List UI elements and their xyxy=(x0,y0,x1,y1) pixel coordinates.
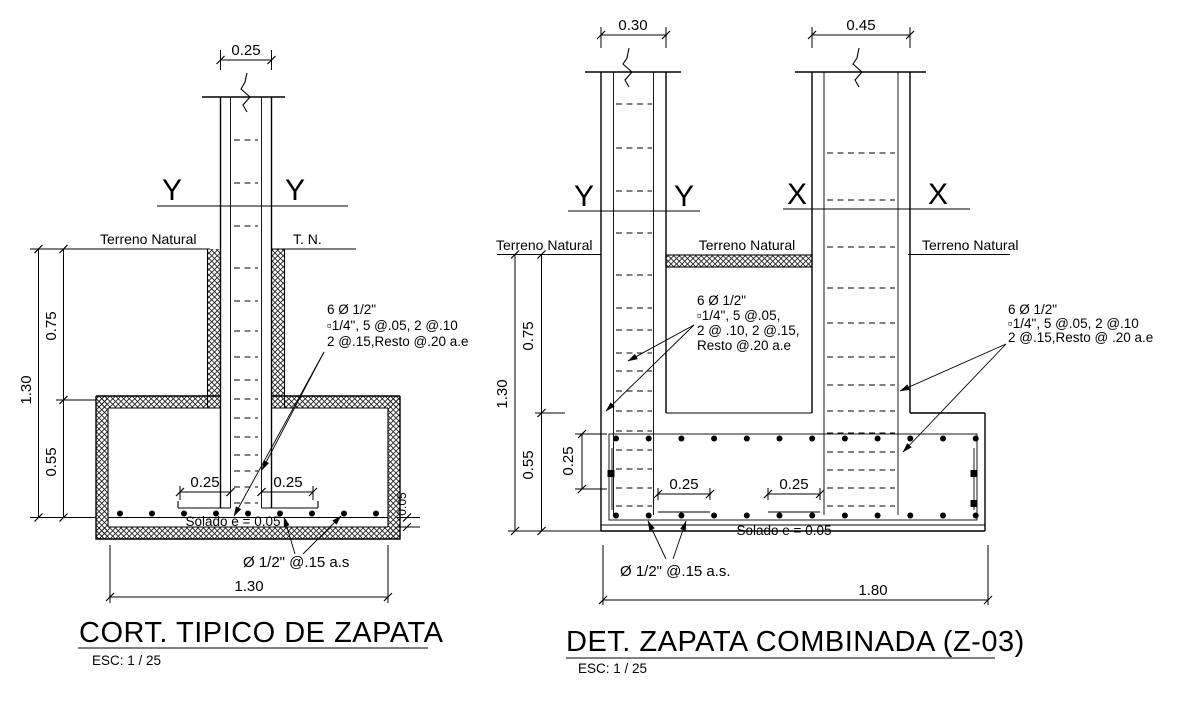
terrain-label-left: Terreno Natural xyxy=(496,237,593,253)
dim-upper-depth: 0.75 xyxy=(43,311,60,341)
rebar-note-line: 6 Ø 1/2" xyxy=(327,302,377,317)
dim-footing-width: 1.30 xyxy=(234,578,264,595)
rebar-note-line: 6 Ø 1/2" xyxy=(697,293,747,308)
dim-column-y-width: 0.30 xyxy=(618,17,648,34)
section-mark-y-left: Y xyxy=(161,174,183,207)
earth-hatch xyxy=(666,255,812,267)
scale-label: ESC: 1 / 25 xyxy=(578,661,648,676)
footing-bar-note: Ø 1/2" @.15 a.s xyxy=(243,554,350,571)
rebar-note-line: ▫1/4", 5 @.05, 2 @.10 xyxy=(327,318,458,333)
rebar-note-line: 2 @.15,Resto @ .20 a.e xyxy=(1008,330,1154,345)
terrain-label-right: Terreno Natural xyxy=(922,237,1019,253)
rebar-note-line: 2 @.15,Resto @.20 a.e xyxy=(327,334,469,349)
dim-mesh-height: 0.25 xyxy=(560,446,577,476)
dim-footing-depth: 0.55 xyxy=(520,450,537,480)
rebar-note-line: 2 @ .10, 2 @.15, xyxy=(697,323,800,338)
terrain-label: Terreno Natural xyxy=(100,231,197,247)
solado-label: Solado e = 0.05 xyxy=(185,514,281,529)
section-mark-y-left: Y xyxy=(573,180,595,213)
rebar-note-line: 6 Ø 1/2" xyxy=(1008,302,1058,317)
rebar-note-line: ▫1/4", 5 @.05, xyxy=(697,308,781,323)
dim-solado-thickness: 0.05 xyxy=(395,492,409,516)
dim-base-offset-right: 0.25 xyxy=(779,476,809,493)
section-mark-y-right: Y xyxy=(673,180,695,213)
dim-footing-depth: 0.55 xyxy=(43,447,60,477)
dim-column-width: 0.25 xyxy=(231,42,261,59)
drawing-title: CORT. TIPICO DE ZAPATA xyxy=(79,617,444,649)
scale-label: ESC: 1 / 25 xyxy=(92,653,162,668)
dim-column-x-width: 0.45 xyxy=(846,17,876,34)
dim-footing-width: 1.80 xyxy=(858,582,888,599)
section-mark-x-right: X xyxy=(927,178,949,211)
rebar-note-line: ▫1/4", 5 @.05, 2 @.10 xyxy=(1008,316,1139,331)
drawing-title: DET. ZAPATA COMBINADA (Z-03) xyxy=(566,626,1025,658)
dim-base-offset-right: 0.25 xyxy=(273,474,303,491)
dim-overall-depth: 1.30 xyxy=(18,375,35,405)
terrain-abbr-label: T. N. xyxy=(293,231,322,247)
section-mark-y-right: Y xyxy=(284,174,306,207)
dim-upper-depth: 0.75 xyxy=(520,321,537,351)
solado-label: Solado e = 0.05 xyxy=(736,523,832,538)
dim-base-offset-left: 0.25 xyxy=(190,474,220,491)
terrain-label-middle: Terreno Natural xyxy=(698,237,796,253)
footing-bar-note: Ø 1/2" @.15 a.s. xyxy=(620,563,731,580)
section-mark-x-left: X xyxy=(786,178,808,211)
dim-overall-depth: 1.30 xyxy=(494,379,511,409)
rebar-note-line: Resto @.20 a.e xyxy=(697,338,792,353)
dim-base-offset-left: 0.25 xyxy=(669,476,699,493)
